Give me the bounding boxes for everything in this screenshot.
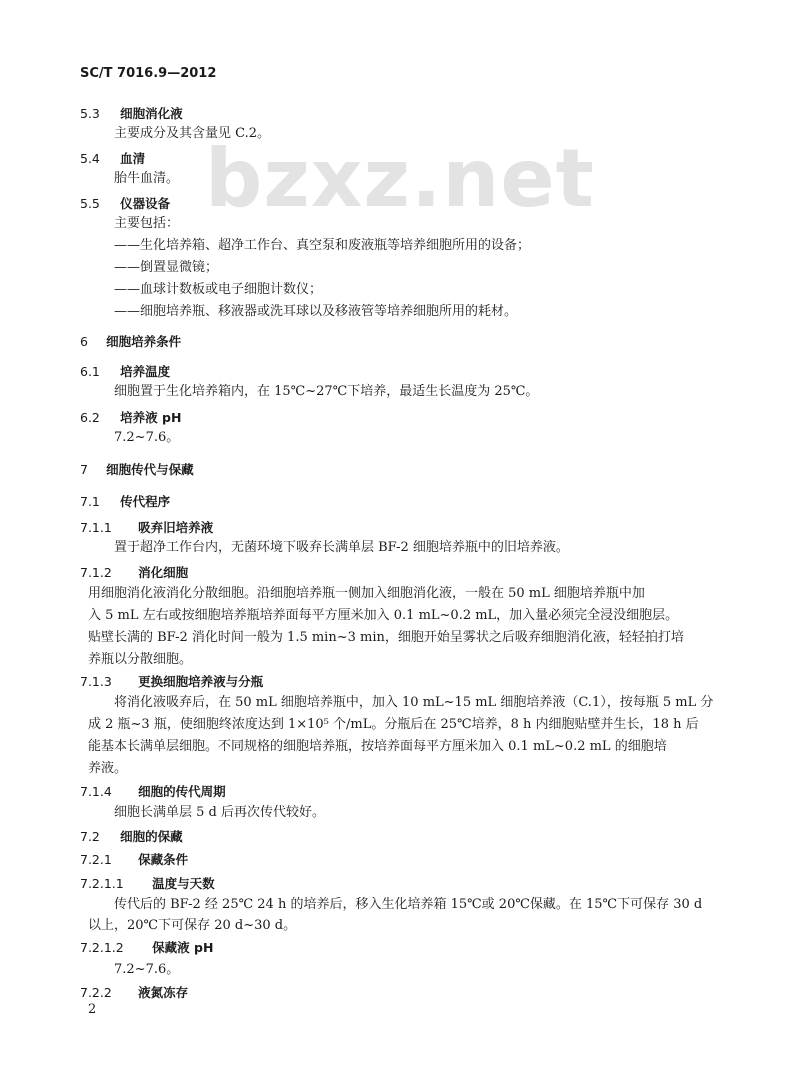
section-title: 培养温度 xyxy=(120,364,171,379)
section-title: 血清 xyxy=(120,151,146,166)
section-number: 7.2 xyxy=(80,829,100,844)
section-5-5-heading xyxy=(80,196,170,213)
section-number: 5.3 xyxy=(80,106,100,121)
section-number: 6.1 xyxy=(80,364,100,379)
section-number: 7.1.4 xyxy=(80,784,112,799)
section-number: 7.2.1.2 xyxy=(80,940,124,955)
paragraph-line: 用细胞消化液消化分散细胞。沿细胞培养瓶一侧加入细胞消化液，一般在 50 mL 细胞培养瓶中加 xyxy=(88,586,645,601)
section-title: 细胞传代与保藏 xyxy=(106,462,194,477)
section-7-2-2-heading xyxy=(80,985,188,1002)
section-number: 7.1.3 xyxy=(80,674,112,689)
paragraph-line: 成 2 瓶~3 瓶，使细胞终浓度达到 1×10⁵ 个/mL。分瓶后在 25℃培养，8 h 内细胞贴壁并生长，18 h 后 xyxy=(88,717,699,732)
section-7-heading xyxy=(80,462,194,479)
section-5-5-intro: 主要包括： xyxy=(114,216,180,231)
section-6-1-body: 细胞置于生化培养箱内，在 15℃~27℃下培养，最适生长温度为 25℃。 xyxy=(114,384,539,399)
section-7-1-4-body: 细胞长满单层 5 d 后再次传代较好。 xyxy=(114,805,325,820)
section-7-1-4-heading xyxy=(80,784,226,801)
section-7-2-heading xyxy=(80,829,183,846)
section-number: 7.2.1 xyxy=(80,852,112,867)
standard-code-header: SC/T 7016.9—2012 xyxy=(80,66,217,81)
paragraph-line: 养液。 xyxy=(88,761,128,776)
paragraph-line: 贴壁长满的 BF-2 消化时间一般为 1.5 min~3 min，细胞开始呈雾状之后吸弃细胞消化液，轻轻拍打培 xyxy=(88,630,684,645)
section-title: 传代程序 xyxy=(120,494,171,509)
section-7-1-3-heading xyxy=(80,674,263,691)
section-5-3-heading xyxy=(80,106,183,123)
section-number: 7 xyxy=(80,462,88,477)
section-number: 7.1.1 xyxy=(80,520,112,535)
list-item: ——血球计数板或电子细胞计数仪； xyxy=(114,282,323,297)
section-5-3-body: 主要成分及其含量见 C.2。 xyxy=(114,126,271,141)
section-title: 吸弃旧培养液 xyxy=(138,520,214,535)
section-title: 仪器设备 xyxy=(120,196,171,211)
list-item: ——倒置显微镜； xyxy=(114,260,219,275)
list-item: ——细胞培养瓶、移液器或洗耳球以及移液管等培养细胞所用的耗材。 xyxy=(114,304,518,319)
paragraph-line: 将消化液吸弃后，在 50 mL 细胞培养瓶中，加入 10 mL~15 mL 细胞培养液（C.1），按每瓶 5 mL 分 xyxy=(114,695,714,710)
section-title: 保藏液 pH xyxy=(152,940,214,955)
section-number: 7.2.2 xyxy=(80,985,112,1000)
watermark: bzxz.net xyxy=(205,132,595,225)
section-number: 7.1.2 xyxy=(80,565,112,580)
section-title: 细胞培养条件 xyxy=(106,334,182,349)
section-number: 6 xyxy=(80,334,88,349)
section-7-1-heading xyxy=(80,494,170,511)
section-title: 细胞的保藏 xyxy=(120,829,183,844)
section-title: 更换细胞培养液与分瓶 xyxy=(138,674,264,689)
section-number: 7.2.1.1 xyxy=(80,876,124,891)
section-number: 5.4 xyxy=(80,151,100,166)
paragraph-line: 以上，20℃下可保存 20 d~30 d。 xyxy=(88,918,297,933)
section-7-1-1-body: 置于超净工作台内，无菌环境下吸弃长满单层 BF-2 细胞培养瓶中的旧培养液。 xyxy=(114,540,569,555)
list-item: ——生化培养箱、超净工作台、真空泵和废液瓶等培养细胞所用的设备； xyxy=(114,238,531,253)
section-title: 消化细胞 xyxy=(138,565,189,580)
section-7-2-1-2-body: 7.2~7.6。 xyxy=(114,962,180,977)
section-title: 液氮冻存 xyxy=(138,985,189,1000)
section-6-2-heading xyxy=(80,410,181,427)
section-7-2-1-2-heading xyxy=(80,940,213,957)
section-7-1-2-heading xyxy=(80,565,188,582)
section-title: 温度与天数 xyxy=(152,876,215,891)
section-title: 保藏条件 xyxy=(138,852,189,867)
section-title: 培养液 pH xyxy=(120,410,182,425)
paragraph-line: 传代后的 BF-2 经 25℃ 24 h 的培养后，移入生化培养箱 15℃或 20℃保藏。在 15℃下可保存 30 d xyxy=(114,897,703,912)
section-6-heading xyxy=(80,334,181,351)
section-number: 7.1 xyxy=(80,494,100,509)
section-number: 5.5 xyxy=(80,196,100,211)
section-7-2-1-heading xyxy=(80,852,188,869)
section-5-4-body: 胎牛血清。 xyxy=(114,171,180,186)
section-number: 6.2 xyxy=(80,410,100,425)
section-title: 细胞消化液 xyxy=(120,106,183,121)
section-title: 细胞的传代周期 xyxy=(138,784,226,799)
section-6-2-body: 7.2~7.6。 xyxy=(114,430,180,445)
section-7-1-1-heading xyxy=(80,520,213,537)
paragraph-line: 养瓶以分散细胞。 xyxy=(88,652,193,667)
section-5-4-heading xyxy=(80,151,145,168)
page-number: 2 xyxy=(88,1002,97,1017)
paragraph-line: 入 5 mL 左右或按细胞培养瓶培养面每平方厘米加入 0.1 mL~0.2 mL，加入量必须完全浸没细胞层。 xyxy=(88,608,679,623)
paragraph-line: 能基本长满单层细胞。不同规格的细胞培养瓶，按培养面每平方厘米加入 0.1 mL~0.2 mL 的细胞培 xyxy=(88,739,667,754)
section-6-1-heading xyxy=(80,364,170,381)
section-7-2-1-1-heading xyxy=(80,876,215,893)
